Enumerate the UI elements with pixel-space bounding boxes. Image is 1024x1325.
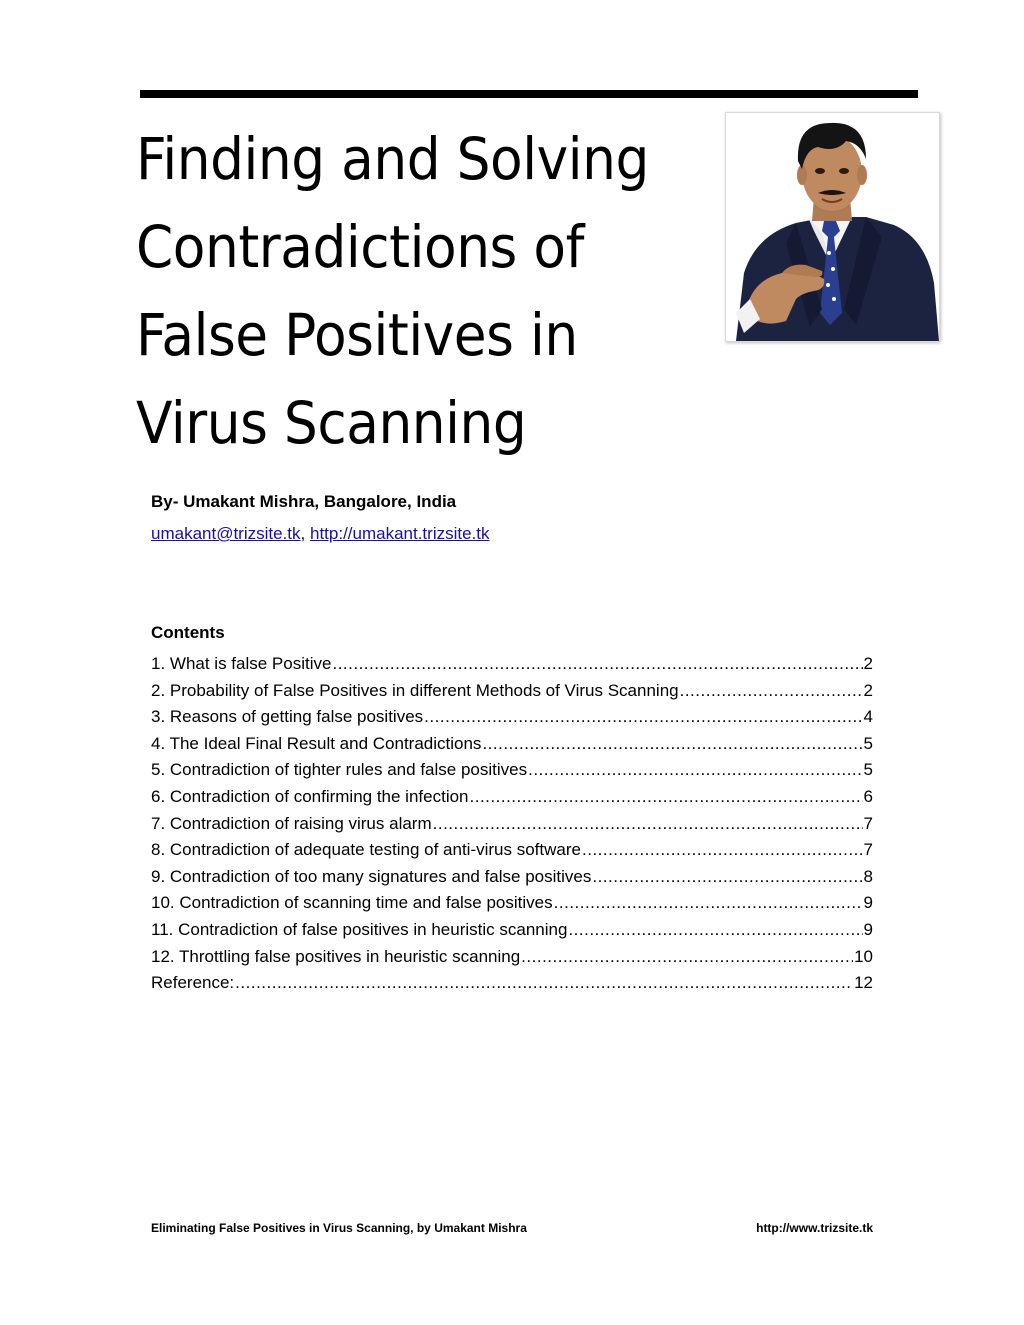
toc-entry-reference[interactable] bbox=[151, 973, 873, 1000]
toc-dot-leader bbox=[235, 973, 853, 993]
contact-separator: , bbox=[300, 524, 310, 543]
website-link[interactable]: http://umakant.trizsite.tk bbox=[309, 524, 490, 543]
toc-entry-title: 7. Contradiction of raising virus alarm bbox=[151, 813, 432, 833]
toc-dot-leader bbox=[568, 920, 862, 940]
toc-entry-1[interactable] bbox=[151, 654, 873, 681]
footer-website: http://www.trizsite.tk bbox=[756, 1221, 873, 1235]
toc-entry-page: 5 bbox=[863, 760, 873, 780]
toc-dot-leader bbox=[332, 654, 862, 674]
toc-entry-11[interactable] bbox=[151, 920, 873, 947]
toc-entry-title: 8. Contradiction of adequate testing of anti-virus software bbox=[151, 840, 581, 860]
footer-document-title: Eliminating False Positives in Virus Scanning, by Umakant Mishra bbox=[151, 1221, 527, 1235]
toc-entry-title: 3. Reasons of getting false positives bbox=[151, 707, 424, 727]
toc-entry-page: 10 bbox=[854, 946, 873, 966]
toc-entry-title: 11. Contradiction of false positives in heuristic scanning bbox=[151, 919, 568, 939]
contact-line bbox=[151, 524, 490, 544]
toc-dot-leader bbox=[554, 893, 863, 913]
toc-entry-8[interactable] bbox=[151, 840, 873, 867]
toc-dot-leader bbox=[521, 947, 853, 967]
toc-entry-page: 6 bbox=[863, 786, 873, 806]
toc-entry-5[interactable] bbox=[151, 760, 873, 787]
toc-entry-page: 9 bbox=[863, 893, 873, 913]
toc-entry-4[interactable] bbox=[151, 734, 873, 761]
table-of-contents bbox=[151, 654, 873, 1000]
title-line-4: Virus Scanning bbox=[136, 389, 527, 457]
toc-entry-page: 2 bbox=[863, 654, 873, 673]
title-line-1: Finding and Solving bbox=[136, 125, 649, 193]
toc-dot-leader bbox=[433, 814, 863, 834]
toc-entry-2[interactable] bbox=[151, 681, 873, 708]
toc-entry-title: 1. What is false Positive bbox=[151, 654, 332, 673]
toc-entry-9[interactable] bbox=[151, 867, 873, 894]
toc-dot-leader bbox=[582, 840, 863, 860]
toc-entry-page: 7 bbox=[863, 813, 873, 833]
toc-entry-page: 12 bbox=[854, 973, 873, 993]
top-rule bbox=[140, 90, 918, 98]
toc-entry-title: 9. Contradiction of too many signatures and false positives bbox=[151, 866, 592, 886]
toc-entry-6[interactable] bbox=[151, 787, 873, 814]
toc-entry-title: 6. Contradiction of confirming the infection bbox=[151, 786, 469, 806]
toc-dot-leader bbox=[424, 707, 862, 727]
author-byline: By- Umakant Mishra, Bangalore, India bbox=[151, 492, 457, 511]
toc-entry-12[interactable] bbox=[151, 947, 873, 974]
toc-entry-page: 4 bbox=[863, 707, 873, 727]
toc-entry-title: Reference: bbox=[151, 973, 235, 993]
toc-dot-leader bbox=[592, 867, 862, 887]
author-portrait-icon bbox=[726, 113, 939, 341]
title-line-2: Contradictions of bbox=[136, 213, 584, 281]
toc-entry-title: 2. Probability of False Positives in different Methods of Virus Scanning bbox=[151, 680, 679, 700]
toc-entry-title: 10. Contradiction of scanning time and false positives bbox=[151, 893, 553, 913]
toc-entry-title: 12. Throttling false positives in heuristic scanning bbox=[151, 946, 521, 966]
toc-dot-leader bbox=[680, 681, 863, 701]
toc-entry-page: 8 bbox=[863, 866, 873, 886]
toc-entry-7[interactable] bbox=[151, 814, 873, 841]
toc-entry-title: 4. The Ideal Final Result and Contradictions bbox=[151, 733, 482, 753]
toc-entry-3[interactable] bbox=[151, 707, 873, 734]
toc-entry-10[interactable] bbox=[151, 893, 873, 920]
toc-entry-page: 7 bbox=[863, 840, 873, 860]
toc-entry-page: 9 bbox=[863, 919, 873, 939]
email-link[interactable]: umakant@trizsite.tk bbox=[151, 524, 301, 543]
toc-entry-title: 5. Contradiction of tighter rules and false positives bbox=[151, 760, 528, 780]
toc-entry-page: 5 bbox=[863, 733, 873, 753]
author-photo bbox=[725, 112, 940, 342]
toc-entry-page: 2 bbox=[863, 680, 873, 700]
toc-dot-leader bbox=[470, 787, 863, 807]
title-line-3: False Positives in bbox=[136, 301, 578, 369]
contents-heading: Contents bbox=[151, 623, 225, 642]
toc-dot-leader bbox=[528, 760, 862, 780]
toc-dot-leader bbox=[482, 734, 862, 754]
